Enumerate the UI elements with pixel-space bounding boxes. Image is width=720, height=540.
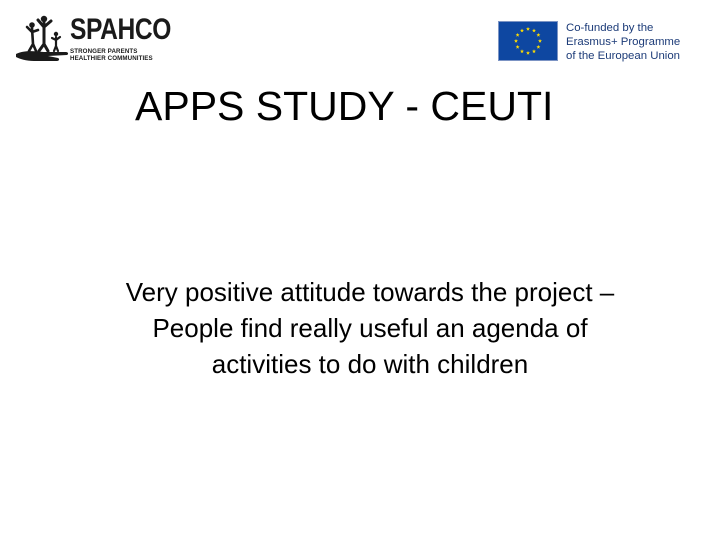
eu-funding-badge [498, 21, 713, 63]
eu-star-icon [516, 45, 520, 49]
funding-statement [566, 21, 680, 63]
slide-title: APPS STUDY - CEUTI [135, 83, 554, 129]
eu-star-icon [520, 49, 524, 53]
brand-name: SPAHCO [70, 13, 171, 46]
slide-body [50, 274, 690, 382]
eu-star-icon [520, 29, 524, 33]
eu-star-icon [526, 51, 530, 55]
eu-star-icon [532, 29, 536, 33]
eu-star-icon [538, 39, 542, 43]
brand-tagline-line1: STRONGER PARENTS [70, 48, 138, 55]
spahco-logo [14, 14, 174, 66]
body-line: Very positive attitude towards the project – [125, 277, 615, 307]
eu-flag-icon [498, 21, 558, 61]
eu-star-icon [516, 33, 520, 37]
eu-star-icon [536, 45, 540, 49]
body-line: activities to do with children [211, 349, 529, 379]
eu-star-icon [514, 39, 518, 43]
body-line: People find really useful an agenda of [152, 313, 588, 343]
funding-line1: Co-funded by the [566, 22, 654, 34]
eu-star-icon [536, 33, 540, 37]
eu-star-icon [532, 49, 536, 53]
eu-star-icon [526, 27, 530, 31]
funding-line2: Erasmus+ Programme [566, 36, 681, 48]
family-hands-icon [14, 14, 70, 66]
funding-line3: of the European Union [566, 50, 680, 62]
brand-tagline-line2: HEALTHIER COMMUNITIES [70, 55, 153, 62]
